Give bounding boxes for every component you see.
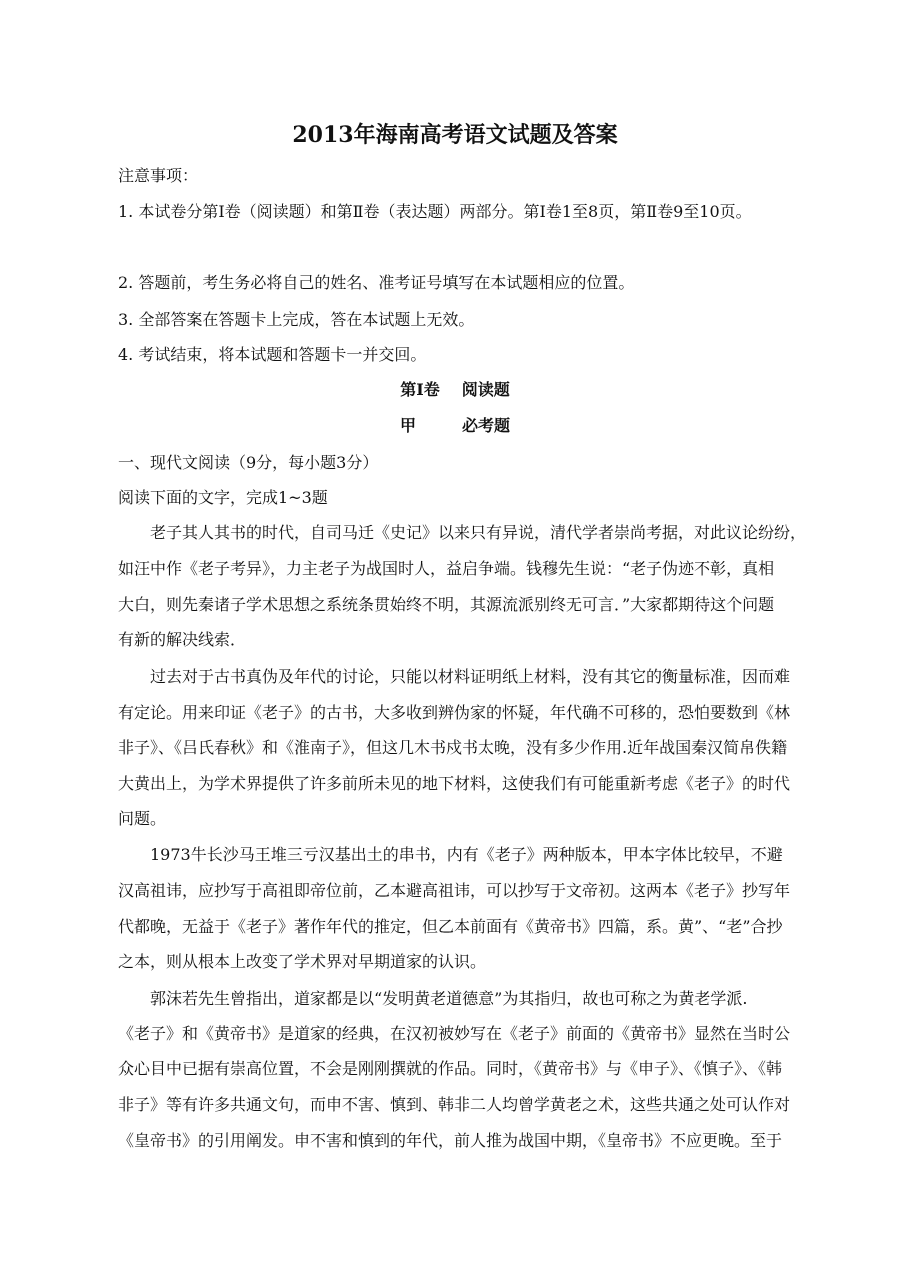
- section-one-heading: 一、现代文阅读（9分，每小题3分）: [118, 453, 379, 472]
- paragraph-line: 众心目中已据有崇高位置，不会是刚刚撰就的作品。同时，《黄帝书》与《申子》、《慎子》、《韩: [118, 1059, 783, 1078]
- paragraph-line: 过去对于古书真伪及年代的讨论，只能以材料证明纸上材料，没有其它的衡量标准，因而难: [150, 667, 791, 686]
- paragraph-line: 非子》等有许多共通文句，而申不害、慎到、韩非二人均曾学黄老之术，这些共通之处可认作对: [118, 1095, 791, 1114]
- notice-item: 4. 考试结束，将本试题和答题卡一并交回。: [118, 345, 427, 364]
- volume-part: 第Ⅰ卷: [400, 380, 440, 399]
- page-title: 2013年海南高考语文试题及答案: [292, 122, 618, 148]
- paragraph-line: 郭沫若先生曾指出，道家都是以“发明黄老道德意”为其指归，故也可称之为黄老学派.: [150, 989, 748, 1008]
- paragraph-line: 老子其人其书的时代，自司马迁《史记》以来只有异说，清代学者崇尚考据，对此议论纷纷，: [150, 523, 807, 542]
- paragraph-line: 如汪中作《老子考异》，力主老子为战国时人，益启争端。钱穆先生说：“老子伪迹不彰，真相: [118, 559, 775, 578]
- section-part: 甲: [399, 416, 416, 435]
- section-heading: [0, 415, 910, 437]
- notice-item: 2. 答题前，考生务必将自己的姓名、准考证号填写在本试题相应的位置。: [118, 273, 635, 292]
- section-name: 必考题: [462, 416, 511, 435]
- paragraph-line: 《老子》和《黄帝书》是道家的经典，在汉初被妙写在《老子》前面的《黄帝书》显然在当时公: [118, 1024, 791, 1043]
- notice-item: 1. 本试卷分第Ⅰ卷（阅读题）和第Ⅱ卷（表达题）两部分。第Ⅰ卷1至8页，第Ⅱ卷9至10页。: [118, 202, 752, 221]
- notice-heading: 注意事项：: [118, 166, 199, 185]
- paragraph-line: 非子》、《吕氏春秋》和《淮南子》，但这几木书戍书太晚，没有多少作用.近年战国秦汉简帛佚籍: [118, 738, 788, 757]
- paragraph-line: 1973牛长沙马王堆三亏汉基出土的串书，内有《老子》两种版本，甲本字体比较早，不避: [150, 845, 783, 864]
- notice-item: 3. 全部答案在答题卡上完成，答在本试题上无效。: [118, 310, 475, 329]
- paragraph-line: 有定论。用来印证《老子》的古书，大多收到辨伪家的怀疑，年代确不可移的，恐怕要数到《林: [118, 703, 791, 722]
- paragraph-line: 有新的解决线索．: [118, 630, 247, 649]
- instruction: 阅读下面的文字，完成1~3题: [118, 488, 328, 507]
- paragraph-line: 之本，则从根本上改变了学术界对早期道家的认识。: [118, 952, 487, 971]
- volume-heading: [0, 379, 910, 401]
- paragraph-line: 《皇帝书》的引用阐发。申不害和慎到的年代，前人推为战国中期，《皇帝书》不应更晚。至于: [118, 1131, 783, 1150]
- volume-name: 阅读题: [461, 380, 510, 399]
- paragraph-line: 问题。: [118, 809, 167, 828]
- paragraph-line: 大白，则先秦诸子学术思想之系统条贯始终不明，其源流派别终无可言．”大家都期待这个问题: [118, 595, 775, 614]
- paragraph-line: 大黄出上，为学术界提供了许多前所未见的地下材料，这使我们有可能重新考虑《老子》的时代: [118, 774, 791, 793]
- paragraph-line: 代都晚，无益于《老子》著作年代的推定，但乙本前面有《黄帝书》四篇，系。黄”、“老”合抄: [118, 917, 783, 936]
- paragraph-line: 汉高祖讳，应抄写于高祖即帝位前，乙本避高祖讳，可以抄写于文帝初。这两本《老子》抄写年: [118, 881, 791, 900]
